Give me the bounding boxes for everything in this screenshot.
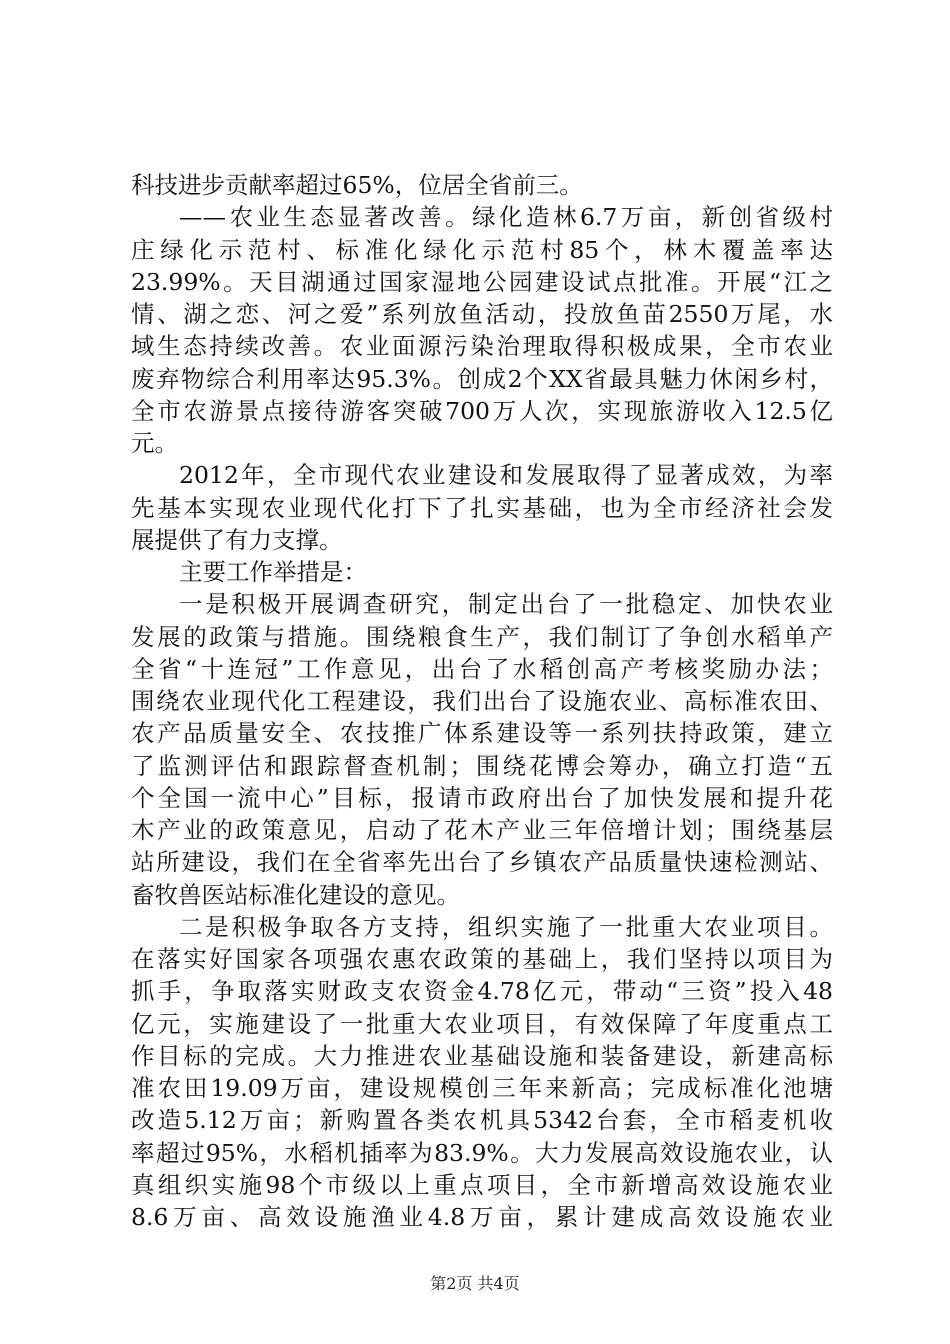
text-line: 抓手，争取落实财政支农资金4.78亿元，带动“三资”投入48: [131, 977, 833, 1006]
text-line: 8.6万亩、高效设施渔业4.8万亩，累计建成高效设施农业: [131, 1203, 833, 1231]
text-line: 二是积极争取各方支持，组织实施了一批重大农业项目。: [179, 912, 833, 941]
text-line: 一是积极开展调查研究，制定出台了一批稳定、加快农业: [179, 590, 833, 619]
text-line: 农产品质量安全、农技推广体系建设等一系列扶持政策，建立: [131, 719, 833, 748]
text-line: 率超过95%，水稻机插率为83.9%。大力发展高效设施农业，认: [131, 1138, 833, 1167]
text-line: 元。: [131, 429, 178, 457]
text-line: 作目标的完成。大力推进农业基础设施和装备建设，新建高标: [131, 1041, 833, 1070]
text-line: 2012年，全市现代农业建设和发展取得了显著成效，为率: [179, 461, 833, 490]
text-line: 全市农游景点接待游客突破700万人次，实现旅游收入12.5亿: [131, 396, 833, 425]
text-line: 木产业的政策意见，启动了花木产业三年倍增计划；围绕基层: [131, 816, 833, 844]
text-line: 了监测评估和跟踪督查机制；围绕花博会筹办，确立打造“五: [131, 751, 833, 780]
text-line: 改造5.12万亩；新购置各类农机具5342台套，全市稻麦机收: [131, 1106, 833, 1135]
text-line: 科技进步贡献率超过65%，位居全省前三。: [131, 171, 583, 199]
document-body: [131, 169, 833, 1233]
text-line: 23.99%。天目湖通过国家湿地公园建设试点批准。开展“江之: [131, 267, 833, 296]
text-line: 域生态持续改善。农业面源污染治理取得积极成果，全市农业: [131, 332, 833, 361]
text-line: 在落实好国家各项强农惠农政策的基础上，我们坚持以项目为: [131, 945, 833, 973]
text-line: 畜牧兽医站标准化建设的意见。: [131, 880, 460, 909]
text-line: 先基本实现农业现代化打下了扎实基础，也为全市经济社会发: [131, 493, 833, 522]
text-line: 围绕农业现代化工程建设，我们出台了设施农业、高标准农田、: [131, 687, 833, 715]
text-line: 真组织实施98个市级以上重点项目，全市新增高效设施农业: [131, 1170, 833, 1199]
text-line: 废弃物综合利用率达95.3%。创成2个XX省最具魅力休闲乡村，: [131, 364, 833, 393]
text-line: 庄绿化示范村、标准化绿化示范村85个，林木覆盖率达: [131, 235, 833, 264]
text-line: 发展的政策与措施。围绕粮食生产，我们制订了争创水稻单产: [131, 622, 833, 651]
text-line: 情、湖之恋、河之爱”系列放鱼活动，投放鱼苗2550万尾，水: [131, 300, 833, 328]
text-line: 准农田19.09万亩，建设规模创三年来新高；完成标准化池塘: [131, 1074, 833, 1102]
text-line: ——农业生态显著改善。绿化造林6.7万亩，新创省级村: [179, 203, 833, 232]
page-footer: 第2页 共4页: [430, 1274, 520, 1293]
text-line: 个全国一流中心”目标，报请市政府出台了加快发展和提升花: [131, 783, 833, 812]
text-line: 站所建设，我们在全省率先出台了乡镇农产品质量快速检测站、: [131, 848, 833, 877]
text-line: 主要工作举措是：: [179, 558, 367, 586]
text-line: 展提供了有力支撑。: [131, 525, 343, 554]
text-line: 全省“十连冠”工作意见，出台了水稻创高产考核奖励办法；: [131, 654, 833, 683]
text-line: 亿元，实施建设了一批重大农业项目，有效保障了年度重点工: [131, 1009, 833, 1038]
